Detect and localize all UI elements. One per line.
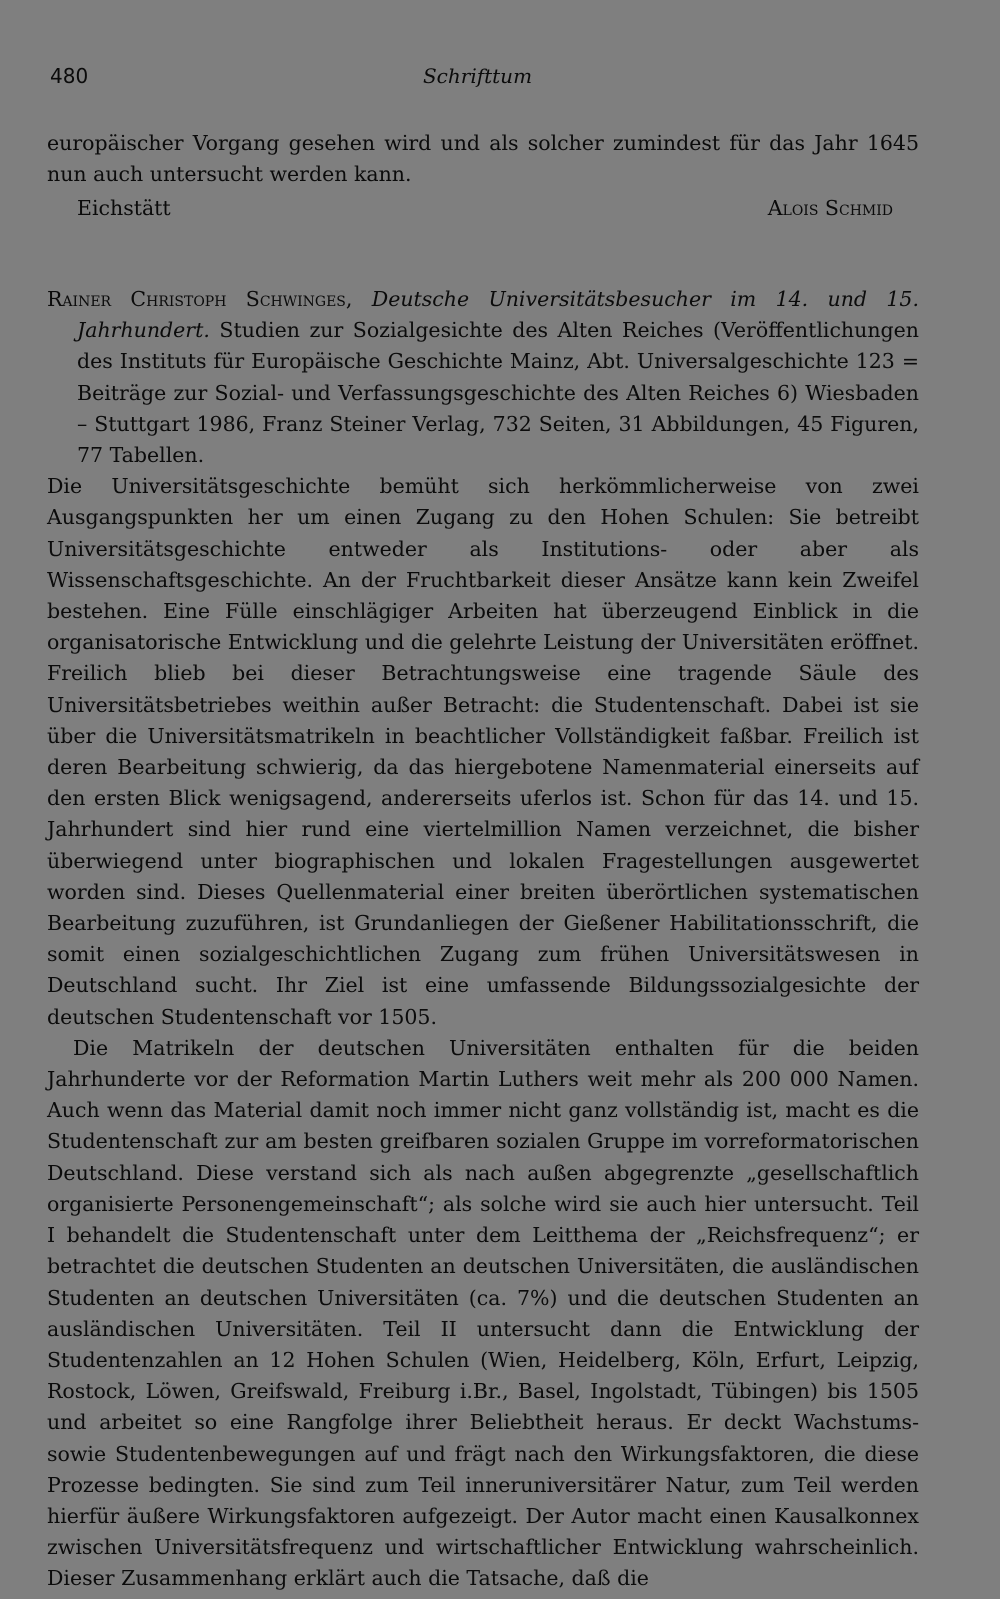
previous-review-ending [47, 128, 919, 190]
bibliographic-entry [47, 284, 919, 471]
review-paragraph-1: Die Universitätsgeschichte bemüht sich herkömmlicherweise von zwei Ausgangspunkten her um einen Zugang zu den Hohen Schulen: Sie betreibt Universitätsgeschichte entweder als Institutions- oder aber als Wissenschaftsgeschichte. An der Fruchtbarkeit dieser Ansätze kann kein Zweifel bestehen. Eine Fülle einschlägiger Arbeiten hat überzeugend Einblick in die organisatorische Entwicklung und die gelehrte Leistung der Universitäten eröffnet. Freilich blieb bei dieser Betrachtungsweise eine tragende Säule des Universitätsbetriebes weithin außer Betracht: die Studentenschaft. Dabei ist sie über die Universitätsmatrikeln in beachtlicher Vollständigkeit faßbar. Freilich ist deren Bearbeitung schwierig, da das hiergebotene Namenmaterial einerseits auf den ersten Blick wenigsagend, andererseits uferlos ist. Schon für das 14. und 15. Jahrhundert sind hier rund eine viertelmillion Namen verzeichnet, die bisher überwiegend unter biographischen und lokalen Fragestellungen ausgewertet worden sind. Dieses Quellenmaterial einer breiten überörtlichen systematischen Bearbeitung zuzuführen, ist Grundanliegen der Gießener Habilitationsschrift, die somit einen sozialgeschichtlichen Zugang zum frühen Universitätswesen in Deutschland sucht. Ihr Ziel ist eine umfassende Bildungssozialgesichte der deutschen Studentenschaft vor 1505. [47, 474, 919, 1029]
page-number: 480 [50, 64, 89, 88]
reviewer-city: Eichstätt [77, 196, 171, 220]
running-title: Schrifttum [422, 64, 533, 88]
previous-review-text: europäischer Vorgang gesehen wird und als solcher zumindest für das Jahr 1645 nun auch untersucht werden kann. [47, 131, 919, 187]
book-details: Studien zur Sozialgesichte des Alten Reiches (Veröffentlichungen des Instituts für Europäische Geschichte Mainz, Abt. Universalgeschichte 123 = Beiträge zur Sozial- und Verfassungsgeschichte des Alten Reiches 6) Wiesbaden – Stuttgart 1986, Franz Steiner Verlag, 732 Seiten, 31 Abbildungen, 45 Figuren, 77 Tabellen. [77, 318, 919, 468]
review-section [47, 284, 919, 1595]
page-header [50, 64, 905, 94]
book-author: Rainer Christoph Schwinges, [47, 287, 353, 311]
book-title: Deutsche Universitätsbesucher im 14. und 15. Jahrhundert. [77, 287, 919, 343]
reviewer-name: Alois Schmid [767, 196, 893, 220]
review-paragraph-2: Die Matrikeln der deutschen Universitäten enthalten für die beiden Jahrhunderte vor der Reformation Martin Luthers weit mehr als 200 000 Namen. Auch wenn das Material damit noch immer nicht ganz vollständig ist, macht es die Studentenschaft zur am besten greifbaren sozialen Gruppe im vorreformatorischen Deutschland. Diese verstand sich als nach außen abgegrenzte „gesellschaftlich organisierte Personengemeinschaft“; als solche wird sie auch hier untersucht. Teil I behandelt die Studentenschaft unter dem Leitthema der „Reichsfrequenz“; er betrachtet die deutschen Studenten an deutschen Universitäten, die ausländischen Studenten an deutschen Universitäten (ca. 7%) und die deutschen Studenten an ausländischen Universitäten. Teil II untersucht dann die Entwicklung der Studentenzahlen an 12 Hohen Schulen (Wien, Heidelberg, Köln, Erfurt, Leipzig, Rostock, Löwen, Greifswald, Freiburg i.Br., Basel, Ingolstadt, Tübingen) bis 1505 und arbeitet so eine Rangfolge ihrer Beliebtheit heraus. Er deckt Wachstums- sowie Studentenbewegungen auf und frägt nach den Wirkungsfaktoren, die diese Prozesse bedingten. Sie sind zum Teil inneruniversitärer Natur, zum Teil werden hierfür äußere Wirkungsfaktoren aufgezeigt. Der Autor macht einen Kausalkonnex zwischen Universitätsfrequenz und wirtschaftlicher Entwicklung wahrscheinlich. Dieser Zusammenhang erklärt auch die Tatsache, daß die [47, 1035, 919, 1591]
